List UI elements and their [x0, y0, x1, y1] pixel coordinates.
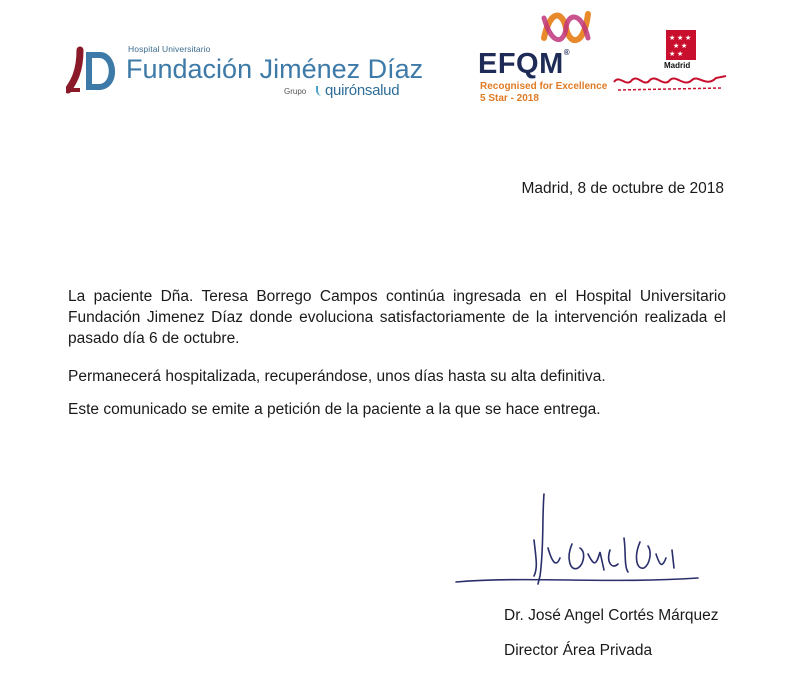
paragraph-3: Este comunicado se emite a petición de la paciente a la que se hace entrega. — [68, 401, 601, 418]
hospital-logo — [66, 40, 424, 110]
paragraph-1: La paciente Dña. Teresa Borrego Campos continúa ingresada en el Hospital Universitario Fundación Jimenez Díaz donde evoluciona satisfactoriamente de la intervención realizada el pasado día 6 de octubre. — [68, 288, 726, 347]
quironsalud-brand — [316, 82, 399, 99]
madrid-excelente-logo — [610, 30, 730, 100]
quironsalud-icon — [316, 86, 324, 96]
svg-text:★: ★ — [673, 42, 680, 50]
svg-text:★: ★ — [669, 50, 676, 58]
letter-date: Madrid, 8 de octubre de 2018 — [521, 180, 724, 197]
hospital-small-label: Hospital Universitario — [128, 44, 211, 54]
handwritten-signature — [448, 488, 708, 598]
efqm-title — [478, 48, 570, 81]
hospital-name: Fundación Jiménez Díaz — [126, 54, 424, 84]
signer-name: Dr. José Angel Cortés Márquez — [504, 607, 719, 624]
quironsalud-text: quirónsalud — [325, 82, 400, 99]
efqm-title-text: EFQM — [478, 48, 564, 80]
signer-role: Director Área Privada — [504, 642, 653, 659]
svg-text:★: ★ — [677, 34, 684, 42]
efqm-ribbon-icon — [538, 8, 593, 48]
efqm-logo — [478, 8, 608, 108]
paragraph-2: Permanecerá hospitalizada, recuperándose, unos días hasta su alta definitiva. — [68, 368, 606, 385]
madrid-flag-icon — [666, 30, 696, 60]
madrid-label: Madrid — [664, 61, 691, 70]
stars-icon — [666, 30, 696, 60]
efqm-recognised: Recognised for Excellence — [480, 81, 608, 92]
efqm-stars: 5 Star - 2018 — [480, 93, 539, 104]
svg-text:★: ★ — [685, 34, 692, 42]
jd-logo-icon — [66, 44, 124, 96]
svg-text:★: ★ — [677, 50, 684, 58]
excelente-script-logo — [610, 66, 730, 96]
efqm-trademark: ® — [563, 48, 571, 57]
grupo-label: Grupo — [284, 87, 307, 96]
svg-text:★: ★ — [681, 42, 688, 50]
svg-text:★: ★ — [669, 34, 676, 42]
